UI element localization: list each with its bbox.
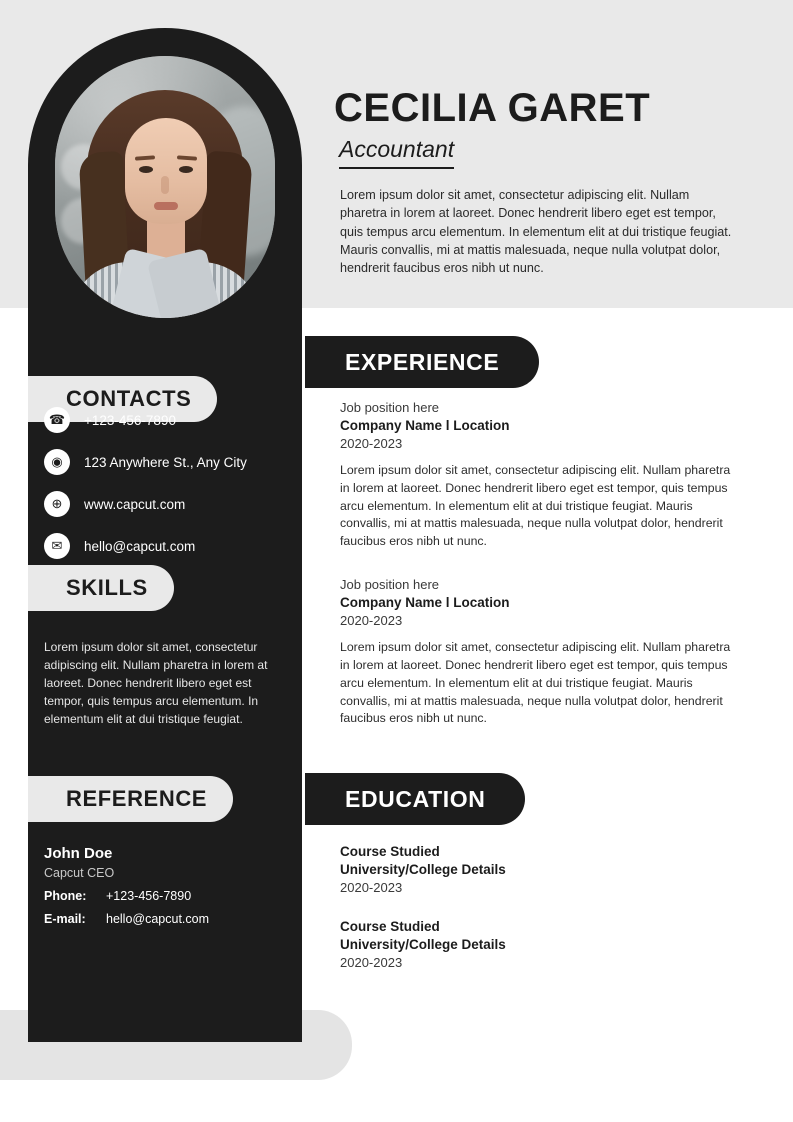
experience-position: Job position here <box>340 400 440 415</box>
profile-summary: Lorem ipsum dolor sit amet, consectetur adipiscing elit. Nullam pharetra in lorem at laoreet. Donec hendrerit libero eget est tempor, quis tempus arcu elementum. In elementum elit at dui tristique feugiat. Mauris convallis, mi at mattis malesuada, neque nulla volutpat dolor, hendrerit faucibus eros nibh ut nunc. <box>340 188 732 275</box>
contacts-title: CONTACTS <box>66 386 192 411</box>
experience-item <box>340 400 740 551</box>
reference-email-label: E-mail: <box>44 912 86 926</box>
contact-item-website[interactable] <box>44 491 294 517</box>
education-school: University/College Details <box>340 937 506 952</box>
contact-address-text: 123 Anywhere St., Any City <box>84 454 247 470</box>
education-item <box>340 919 740 970</box>
reference-email-value: hello@capcut.com <box>106 912 210 926</box>
section-header-skills <box>28 565 174 611</box>
education-title: EDUCATION <box>345 785 486 812</box>
education-list <box>340 844 740 994</box>
reference-position: Capcut CEO <box>44 866 115 880</box>
reference-email-row <box>44 912 284 926</box>
phone-icon: ☎ <box>44 407 70 433</box>
contact-phone-text: +123-456-7890 <box>84 412 176 428</box>
reference-phone-row <box>44 889 284 903</box>
experience-description: Lorem ipsum dolor sit amet, consectetur adipiscing elit. Nullam pharetra in lorem at laoreet. Donec hendrerit libero eget est tempor, quis tempus arcu elementum. In elementum elit at dui tristique feugiat. Mauris convallis, mi at mattis malesuada, neque nulla volutpat dolor, hendrerit faucibus eros nibh ut nunc. <box>340 463 731 549</box>
contacts-list <box>44 407 294 575</box>
experience-company: Company Name l Location <box>340 418 510 433</box>
section-header-experience <box>305 336 539 388</box>
sidebar <box>28 28 302 1042</box>
education-dates: 2020-2023 <box>340 955 403 970</box>
skills-text: Lorem ipsum dolor sit amet, consectetur adipiscing elit. Nullam pharetra in lorem at laoreet. Donec hendrerit libero eget est tempor, quis tempus arcu elementum. In elementum elit at dui tristique feugiat. <box>44 640 268 726</box>
reference-block <box>44 845 284 926</box>
page-title: CECILIA GARET <box>334 86 651 130</box>
experience-position: Job position here <box>340 577 440 593</box>
contact-item-phone[interactable] <box>44 407 294 433</box>
reference-name: John Doe <box>44 845 113 862</box>
reference-title: REFERENCE <box>66 786 208 811</box>
experience-item <box>340 577 740 728</box>
education-dates: 2020-2023 <box>340 880 403 895</box>
reference-phone-label: Phone: <box>44 889 87 903</box>
reference-phone-value: +123-456-7890 <box>106 889 192 903</box>
contact-item-address[interactable] <box>44 449 294 475</box>
experience-dates: 2020-2023 <box>340 613 403 629</box>
education-course: Course Studied <box>340 919 440 934</box>
experience-company: Company Name l Location <box>340 595 510 611</box>
section-header-reference <box>28 776 233 822</box>
education-school: University/College Details <box>340 862 506 877</box>
skills-title: SKILLS <box>66 575 148 600</box>
job-title: Accountant <box>339 136 454 169</box>
globe-icon: ⊕ <box>44 491 70 517</box>
experience-description: Lorem ipsum dolor sit amet, consectetur adipiscing elit. Nullam pharetra in lorem at laoreet. Donec hendrerit libero eget est tempor, quis tempus arcu elementum. In elementum elit at dui tristique feugiat. Mauris convallis, mi at mattis malesuada, neque nulla volutpat dolor, hendrerit faucibus eros nibh ut nunc. <box>340 640 731 726</box>
education-course: Course Studied <box>340 844 440 859</box>
experience-dates: 2020-2023 <box>340 436 403 451</box>
section-header-education <box>305 773 525 825</box>
profile-photo-image <box>55 56 275 318</box>
contact-website-text: www.capcut.com <box>84 496 186 512</box>
contact-email-text: hello@capcut.com <box>84 538 196 554</box>
location-pin-icon: ◉ <box>44 449 70 475</box>
envelope-icon: ✉ <box>44 533 70 559</box>
education-item <box>340 844 740 895</box>
contact-item-email[interactable] <box>44 533 294 559</box>
experience-title: EXPERIENCE <box>345 348 500 375</box>
profile-photo <box>55 56 275 318</box>
experience-list <box>340 400 740 754</box>
